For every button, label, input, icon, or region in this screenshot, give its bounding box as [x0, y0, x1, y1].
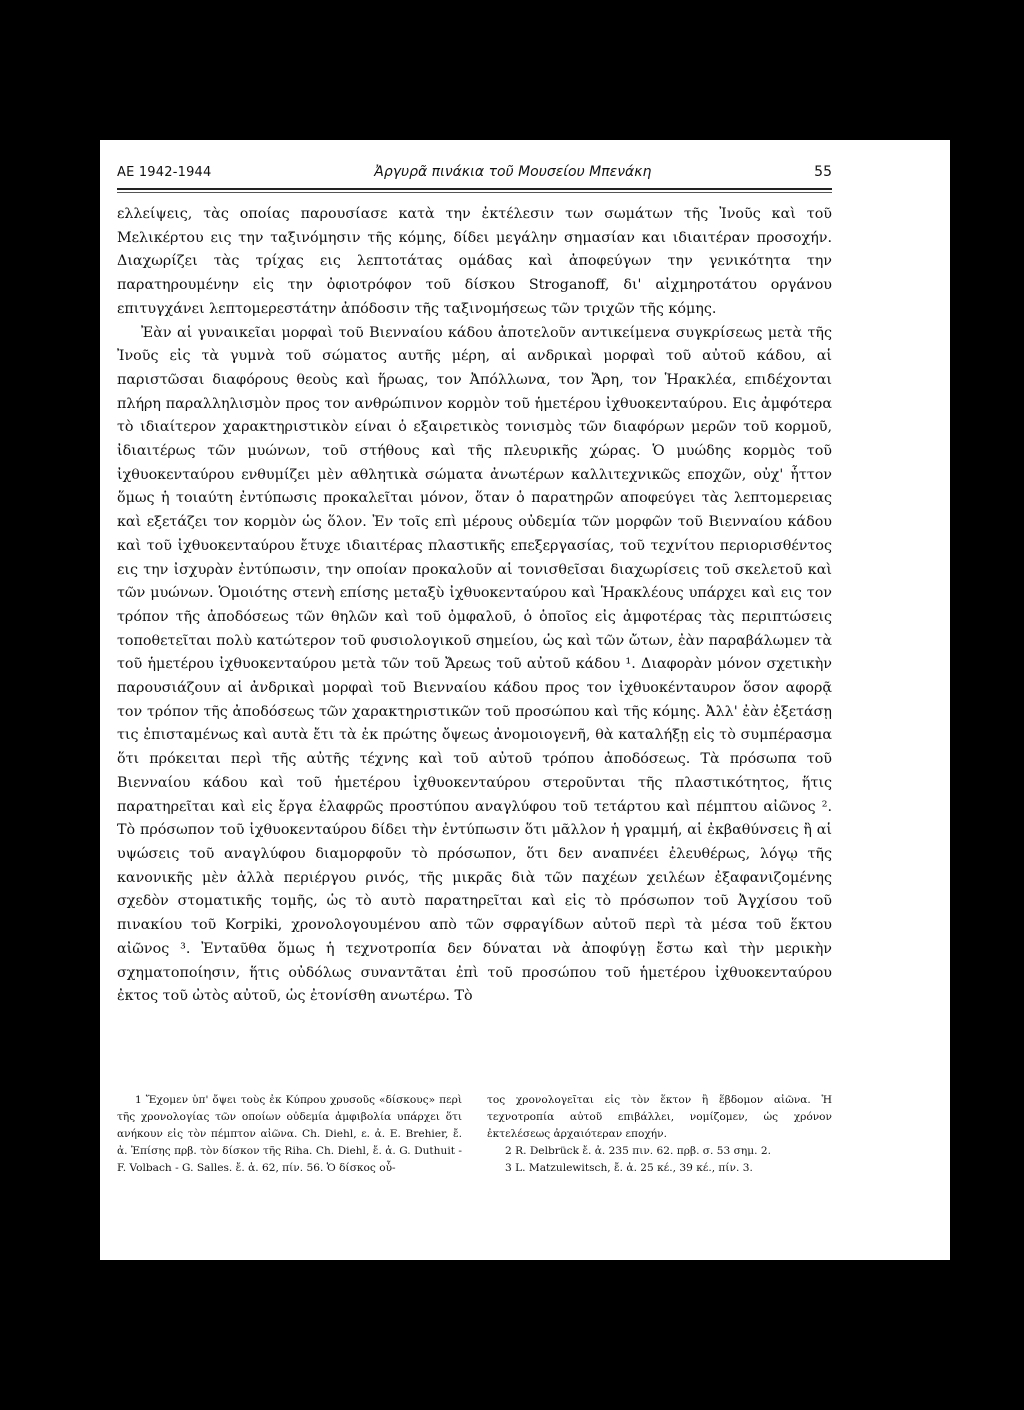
- page-number: 55: [814, 164, 832, 180]
- body-paragraph-2: Ἐὰν αἱ γυναικεῖαι μορφαὶ τοῦ Βιενναίου κάδου ἀποτελοῦν αντικείμενα συγκρίσεως μετὰ τῆς Ἰνοῦς εἰς τὰ γυμνὰ τοῦ σώματος αυτῆς μέρη, αἱ ανδρικαὶ μορφαὶ τοῦ αὐτοῦ κάδου, αἱ παριστῶσαι διαφόρους θεοὺς καὶ ἥρωας, τον Ἀπόλλωνα, τον Ἄρη, τον Ἡρακλέα, επιδέχονται πλήρη παραλληλισμὸν προς τον ανθρώπινον κορμὸν τοῦ ἡμετέρου ἰχθυοκενταύρου. Εις ἀμφότερα τὸ ιδιαίτερον χαρακτηριστικὸν είναι ὁ εξαιρετικὸς τονισμὸς τῶν διαφόρων μερῶν τοῦ κορμοῦ, ἰδιαιτέρως τῶν μυώνων, τοῦ στήθους καὶ τῆς πλευρικῆς χώρας. Ὁ μυώδης κορμὸς τοῦ ἰχθυοκενταύρου ενθυμίζει μὲν αθλητικὰ σώματα ἀνωτέρων καλλιτεχνικῶς εποχῶν, οὐχ' ἧττον ὅμως ἡ τοιαύτη ἐντύπωσις προκαλεῖται μόνον, ὅταν ὁ παρατηρῶν αποφεύγει τὰς λεπτομερειας καὶ εξετάζει τον κορμὸν ὡς ὅλον. Ἐν τοῖς επὶ μέρους οὐδεμία τῶν μορφῶν τοῦ Βιενναίου κάδου καὶ τοῦ ἰχθυοκενταύρου ἔτυχε ιδιαιτέρας πλαστικῆς επεξεργασίας, τοῦ τεχνίτου περιορισθέντος εις την ἰσχυρὰν ἐντύπωσιν, την οποίαν προκαλοῦν αἱ τονισθεῖσαι διαχωρίσεις τοῦ σκελετοῦ καὶ τῶν μυώνων. Ὁμοιότης στενὴ επίσης μεταξὺ ἰχθυοκενταύρου καὶ Ἡρακλέους υπάρχει καὶ εις τον τρόπον τῆς ἀποδόσεως τῶν θηλῶν καὶ τοῦ ὀμφαλοῦ, ὁ ὁποῖος εἰς ἀμφοτέρας τὰς περιπτώσεις τοποθετεῖται πολὺ κατώτερον τοῦ φυσιολογικοῦ σημείου, ὡς καὶ τῶν ὤτων, ἐὰν παραβάλωμεν τὰ τοῦ ἡμετέρου ἰχθυοκενταύρου μετὰ τῶν τοῦ Ἄρεως τοῦ αὐτοῦ κάδου ¹. Διαφορὰν μόνον σχετικὴν παρουσιάζουν αἱ ἀνδρικαὶ μορφαὶ τοῦ Βιενναίου κάδου προς τον ἰχθυοκένταυρον ὅσον αφορᾷ τον τρόπον τῆς ἀποδόσεως τῶν χαρακτηριστικῶν τοῦ προσώπου καὶ τῆς κόμης. Ἀλλ' ἐὰν ἐξετάσῃ τις ἐπισταμένως καὶ αυτὰ ἔτι τὰ ἐκ πρώτης ὄψεως ἀνομοιογενῆ, θὰ καταλήξῃ εἰς τὸ συμπέρασμα ὅτι πρόκειται περὶ τῆς αὐτῆς τέχνης καὶ τοῦ αὐτοῦ τρόπου ἀποδόσεως. Τὰ πρόσωπα τοῦ Βιενναίου κάδου καὶ τοῦ ἡμετέρου ἰχθυοκενταύρου στεροῦνται τῆς πλαστικότητος, ἥτις παρατηρεῖται καὶ εἰς ἔργα ἐλαφρῶς προστύπου αναγλύφου τοῦ τετάρτου καὶ πέμπτου αἰῶνος ². Τὸ πρόσωπον τοῦ ἰχθυοκενταύρου δίδει τὴν ἐντύπωσιν ὅτι μᾶλλον ἡ γραμμή, αἱ ἐκβαθύνσεις ἢ αἱ υψώσεις τοῦ αναγλύφου διαμορφοῦν τὸ πρόσωπον, ὅτι δεν αναπνέει ἐλευθέρως, λόγῳ τῆς κανονικῆς μὲν ἀλλὰ περιέργου ρινός, τῆς μικρᾶς διὰ τῶν παχέων χειλέων ἐξαφανιζομένης σχεδὸν στοματικῆς τομῆς, ὡς τὸ αυτὸ παρατηρεῖται καὶ εἰς τὸ πρόσωπον τοῦ Ἀγχίσου τοῦ πινακίου τοῦ Korpiki, χρονολογουμένου απὸ τῶν σφραγίδων αὐτοῦ περὶ τὰ μέσα τοῦ ἕκτου αἰῶνος ³. Ἐνταῦθα ὅμως ἡ τεχνοτροπία δεν δύναται νὰ ἀποφύγῃ ἔστω καὶ τὴν μερικὴν σχηματοποίησιν, ἥτις οὐδόλως συναντᾶται ἐπὶ τοῦ προσώπου τοῦ ἡμετέρου ἰχθυοκενταύρου ἐκτος τοῦ ὠτὸς αὐτοῦ, ὡς ἐτονίσθη ανωτέρω. Τὸ: [117, 324, 832, 1005]
- running-header: [117, 164, 832, 186]
- footnotes: [117, 1092, 832, 1177]
- journal-abbreviation: ΑΕ 1942-1944: [117, 165, 212, 180]
- footnote-1: 1 Ἔχομεν ὑπ' ὄψει τοὺς ἐκ Κύπρου χρυσοῦς «δίσκους» περὶ τῆς χρονολογίας τῶν οποίων οὐδεμία ἀμφιβολία υπάρχει ὅτι ανήκουν εἰς τὸν πέμπτον αἰῶνα. Ch. Diehl, ε. ἀ. E. Brehier, ἔ. ἀ. Ἐπίσης πρβ. τὸν δίσκον τῆς Riha. Ch. Diehl, ἔ. ἀ. G. Duthuit - F. Volbach - G. Salles. ἔ. ἀ. 62, πίν. 56. Ὁ δίσκος οὗ-: [117, 1094, 462, 1174]
- footnote-column-right: [487, 1092, 832, 1177]
- body-paragraph-1: ελλείψεις, τὰς οποίας παρουσίασε κατὰ την ἐκτέλεσιν των σωμάτων τῆς Ἰνοῦς καὶ τοῦ Μελικέρτου εις την ταξινόμησιν τῆς κόμης, δίδει μεγάλην σημασίαν και ιδιαιτέραν προσοχήν. Διαχωρίζει τὰς τρίχας εις λεπτοτάτας ομάδας καὶ ἀποφεύγων την γενικότητα την παρατηρουμένην εἰς την ὀφιοτρόφον τοῦ δίσκου Stroganoff, δι' αἰχμηροτάτου οργάνου επιτυγχάνει λεπτομερεστάτην ἀπόδοσιν τῆς ταξινομήσεως τῶν τριχῶν τῆς κόμης.: [117, 206, 832, 317]
- header-rule-thick: [117, 188, 832, 190]
- running-title: Ἀργυρᾶ πινάκια τοῦ Μουσείου Μπενάκη: [374, 164, 652, 180]
- footnote-1-continued: τος χρονολογεῖται εἰς τὸν ἕκτον ἢ ἕβδομον αἰῶνα. Ἡ τεχνοτροπία αὐτοῦ επιβάλλει, νομίζομεν, ὡς χρόνον ἐκτελέσεως ἀρχαιότεραν εποχήν.: [487, 1094, 832, 1140]
- body-text: [117, 203, 832, 1009]
- footnote-column-left: [117, 1092, 462, 1177]
- header-rule-thin: [117, 192, 832, 193]
- footnote-2: 2 R. Delbrück ἔ. ἀ. 235 πιν. 62. πρβ. σ. 53 σημ. 2.: [505, 1144, 771, 1157]
- footnote-3: 3 L. Matzulewitsch, ἔ. ἀ. 25 κέ., 39 κέ., πίν. 3.: [505, 1161, 753, 1174]
